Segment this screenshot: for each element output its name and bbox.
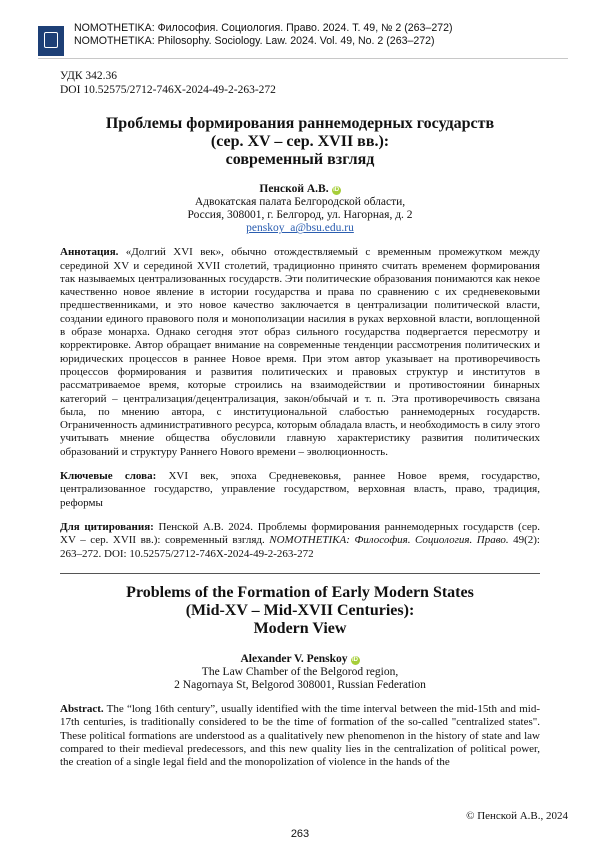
abstract-en [60,703,540,769]
orcid-icon[interactable]: iD [333,187,340,193]
article-title-en [60,584,540,638]
author-en [60,653,540,666]
orcid-icon[interactable]: iD [352,656,359,663]
title-ru-line: Проблемы формирования раннемодерных государств [105,115,495,132]
keywords-ru-text: XVI век, эпоха Средневековья, раннее Новое время, государство, централизованное государство, управление государством, верховная власть, право, традиция, реформы [60,470,540,509]
title-en-line: (Mid-XV – Mid-XVII Centuries): [185,601,415,619]
title-en-line: Modern View [253,619,347,637]
abstract-ru [60,246,540,459]
title-ru-line: современный взгляд [225,151,375,168]
affiliation-en-line: 2 Nagornaya St, Belgorod 308001, Russian Federation [174,679,426,692]
header-divider [38,58,568,59]
affiliation-ru [60,196,540,235]
abstract-ru-text: «Долгий XVI век», обычно отождествляемый с временным промежутком между серединой XV и серединой XVII столетий, традиционно принято считать временем формирования так называемых централизованных государств. Эти политические образования понимаются как некое качественно новое явление в истории государства и права по сравнению с их средневековыми предшественниками, и это новое качество заключается в централизации политической власти, создании единого правового поля и монополизации насилия в руках верховной власти, воплощенной в образе монарха. Однако сегодня этот образ сильного государства подвергается пересмотру и корректировке. Автор обращает внимание на современные тенденции рассмотрения политических и юридических процессов в раннее Новое время. При этом автор указывает на противоречивость процессов формирования и развития политических и правовых структур и институтов в рассматриваемое время, которые строились на взаимодействии и противостоянии бинарных категорий – централизация/децентрализация, закон/обычай и т. п. Эта противоречивость связана была, по мнению автора, с институциональной слабостью раннемодерных государств. Ограниченность административного ресурса, которым обладала власть, и необходимость в силу этого учитывать мнение общества обусловили главную характеристику развития политических образований и структуру Раннего Нового времени – эволюционность. [60,246,540,458]
page-number: 263 [290,828,310,840]
doi: DOI 10.52575/2712-746X-2024-49-2-263-272 [60,83,276,96]
article-title-ru [60,115,540,169]
author-name-en: Alexander V. Penskoy [240,652,348,665]
keywords-ru-label: Ключевые слова: [60,470,157,483]
journal-title-en: NOMOTHETIKA: Philosophy. Sociology. Law. 2024. Vol. 49, No. 2 (263–272) [74,35,435,47]
affiliation-ru-line: Адвокатская палата Белгородской области, [194,196,406,209]
author-ru [60,183,540,196]
title-ru-line: (сер. XV – сер. XVII вв.): [210,133,390,150]
journal-logo-icon [38,26,64,56]
author-email-link[interactable]: penskoy_a@bsu.edu.ru [246,222,354,235]
udc-code: УДК 342.36 [60,70,117,82]
abstract-en-text: The “long 16th century”, usually identified with the time interval between the mid-15th and mid-17th centuries, is traditionally considered to be the time of formation of the so-called "centralized states". These political formations are understood as a qualitatively new phenomenon in the history of state and law compared to their medieval predecessors, and this new quality lies in the centralization of political power, the creation of a single legal field and the monopolization of violence in the hands of the [60,703,540,769]
journal-info [74,22,453,48]
language-divider [60,573,540,574]
copyright-notice: © Пенской А.В., 2024 [466,810,568,822]
citation-ru-journal: NOMOTHETIKA: Философия. Социология. Право. [269,534,509,547]
citation-ru-pages: 49(2): 263–272. DOI: 10.52575/2712-746X-2024-49-2-263-272 [60,534,540,560]
author-name-ru: Пенской А.В. [259,183,329,195]
abstract-ru-label: Аннотация. [60,246,119,259]
journal-title-ru: NOMOTHETIKA: Философия. Социология. Право. 2024. Т. 49, № 2 (263–272) [74,22,453,34]
citation-ru [60,521,540,561]
abstract-en-label: Abstract. [60,703,104,716]
journal-header [38,22,568,70]
citation-ru-text: Пенской А.В. 2024. Проблемы формирования раннемодерных государств (сер. XV – сер. XVII вв.): современный взгляд. [60,520,540,547]
citation-ru-label: Для цитирования: [60,520,154,533]
affiliation-ru-line: Россия, 308001, г. Белгород, ул. Нагорная, д. 2 [187,209,413,222]
article-body [60,70,540,770]
keywords-ru [60,470,540,510]
affiliation-en [60,666,540,692]
title-en-line: Problems of the Formation of Early Modern States [126,583,474,601]
affiliation-en-line: The Law Chamber of the Belgorod region, [201,666,399,679]
